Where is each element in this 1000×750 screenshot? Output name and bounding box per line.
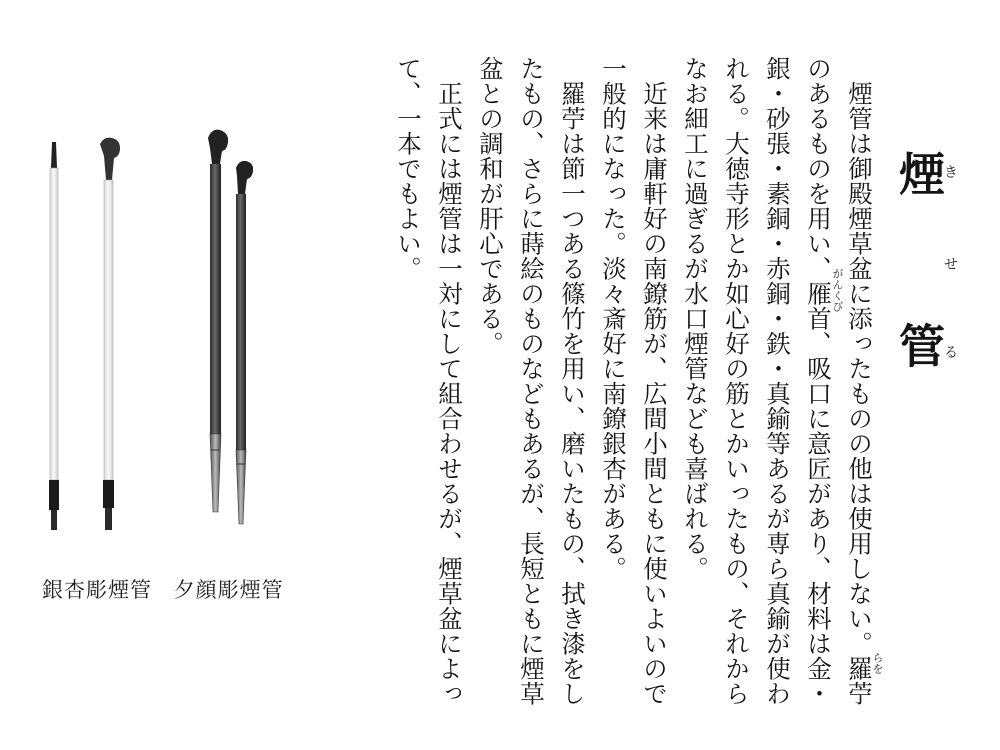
- title-ruby-3: る: [944, 345, 958, 361]
- caption-yugao: 夕顔彫煙管: [173, 578, 284, 602]
- title-char-2: 管: [892, 322, 946, 369]
- kiseru-illustration: [30, 120, 290, 540]
- pipe-ginkgo-2: [100, 138, 120, 530]
- page-title: [892, 150, 946, 369]
- ruby-ganku: がんくび: [831, 268, 844, 312]
- caption-ginkgo: 銀杏彫煙管: [42, 578, 152, 602]
- pipe-ginkgo-1: [49, 142, 59, 530]
- paragraph: 煙管は御殿煙草盆に添ったものの他は使用しない。羅苧のあるものを用い、雁首、吸口に意匠があり、材料は金・銀・砂張・素銅・赤銅・鉄・真鍮等あるが専ら真鍮が使われる。大徳寺形とか如心好の筋とかいったもの、それからなお細工に過ぎるが水口煙管なども喜ばれる。: [681, 56, 874, 706]
- title-char-1: 煙: [892, 150, 946, 196]
- pipe-yugao-1: [208, 130, 228, 512]
- ruby-rao: らを: [871, 652, 884, 674]
- illustration-caption: [42, 574, 298, 604]
- paragraph: 近来は庸軒好の南鐐筋が、広間小間ともに使いよいので一般的になった。淡々斎好に南鐐銀杏がある。: [599, 56, 669, 706]
- body-text: [300, 56, 880, 716]
- paragraph: 正式には煙管は一対にして組合わせるが、煙草盆によって、一本でもよい。: [394, 56, 464, 706]
- paragraph: 羅苧は節一つある篠竹を用い、磨いたもの、拭き漆をしたもの、さらに蒔絵のものなどもあるが、長短ともに煙草盆との調和が肝心である。: [476, 56, 587, 706]
- title-ruby-2: せ: [944, 257, 958, 273]
- title-ruby-1: き: [944, 165, 958, 181]
- pipe-yugao-2: [236, 161, 253, 524]
